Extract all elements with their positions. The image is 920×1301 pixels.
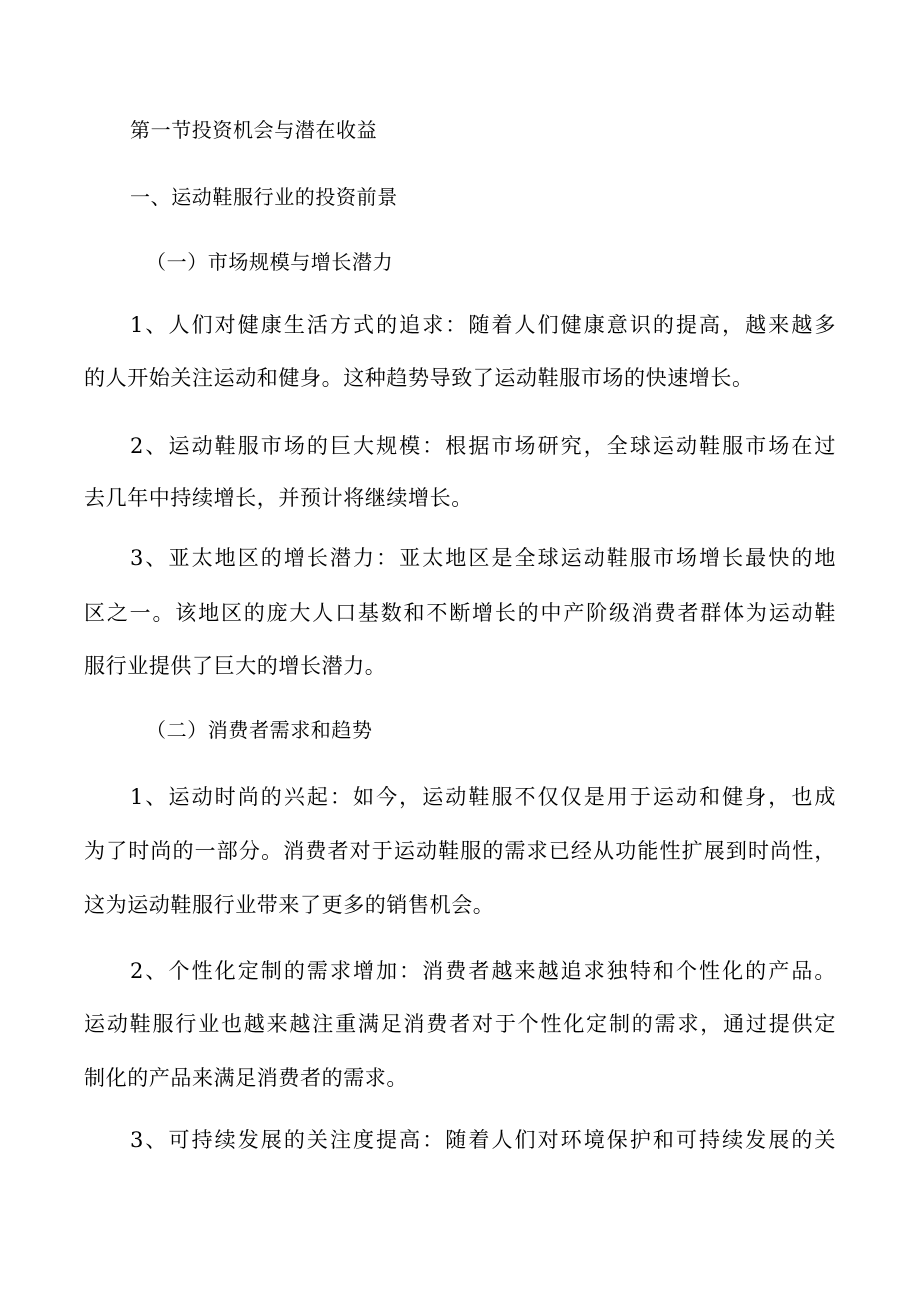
market-item-1-line-1: 1、人们对健康生活方式的追求：随着人们健康意识的提高，越来越多 [130,313,836,337]
market-item-1-line-2: 的人开始关注运动和健身。这种趋势导致了运动鞋服市场的快速增长。 [84,366,754,390]
demand-item-2-line-1: 2、个性化定制的需求增加：消费者越来越追求独特和个性化的产品。 [130,959,836,983]
section-title: 第一节投资机会与潜在收益 [130,118,378,142]
subsection-one-title: （一）市场规模与增长潜力 [146,250,394,274]
market-item-2-line-1: 2、运动鞋服市场的巨大规模：根据市场研究，全球运动鞋服市场在过 [130,434,836,458]
demand-item-1-line-2: 为了时尚的一部分。消费者对于运动鞋服的需求已经从功能性扩展到时尚性， [84,839,836,863]
market-item-2-line-2: 去几年中持续增长，并预计将继续增长。 [84,486,473,510]
demand-item-3-line-1: 3、可持续发展的关注度提高：随着人们对环境保护和可持续发展的关 [130,1128,836,1152]
demand-item-2-line-3: 制化的产品来满足消费者的需求。 [84,1066,408,1090]
market-item-3-line-1: 3、亚太地区的增长潜力：亚太地区是全球运动鞋服市场增长最快的地 [130,546,836,570]
subsection-two-title: （二）消费者需求和趋势 [146,718,373,742]
demand-item-1-line-3: 这为运动鞋服行业带来了更多的销售机会。 [84,893,495,917]
demand-item-1-line-1: 1、运动时尚的兴起：如今，运动鞋服不仅仅是用于运动和健身，也成 [130,785,836,809]
market-item-3-line-3: 服行业提供了巨大的增长潜力。 [84,654,387,678]
demand-item-2-line-2: 运动鞋服行业也越来越注重满足消费者对于个性化定制的需求，通过提供定 [84,1012,836,1036]
part-one-title: 一、运动鞋服行业的投资前景 [130,185,398,209]
market-item-3-line-2: 区之一。该地区的庞大人口基数和不断增长的中产阶级消费者群体为运动鞋 [84,601,836,625]
